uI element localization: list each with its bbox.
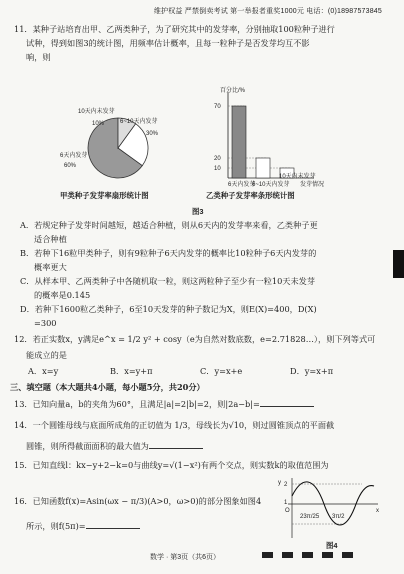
bar-caption: 乙类种子发芽率条形统计图 (206, 191, 295, 200)
footer-mark-1 (262, 552, 273, 558)
q11-line1: 11．某种子站培育出甲、乙两类种子，为了研究其中的发芽率，分别抽取100粒种子进行 (14, 24, 335, 34)
q11-optA-1: A．若规定种子发芽时间越短，越适合种植，则从6天内的发芽率来看，乙类种子更 (20, 220, 318, 230)
q13-text: 13．已知向量a，b的夹角为60°，且满足|a|=2|b|=2，则|2a−b|= (14, 399, 260, 409)
fig4-y-label: y (278, 480, 281, 486)
q11-optC-1: C．从样本甲、乙两类种子中各随机取一粒，则这两粒种子至少有一粒10天未发芽 (20, 276, 316, 286)
q12-line2: 能成立的是 (26, 350, 67, 360)
q11-optC-2: 的概率是0.145 (34, 290, 91, 300)
fig4-tick-2: 2 (284, 482, 288, 488)
q12-optA: A．x=y (28, 366, 59, 376)
footer-mark-5 (342, 552, 353, 558)
q16-text: 所示，则f(5π)= (26, 521, 86, 531)
section3-heading: 三、填空题（本大题共4小题，每小题5分，共20分） (10, 382, 205, 392)
pie-label-30-name: 6~10天内发芽 (120, 119, 158, 125)
bar-chart (210, 86, 320, 186)
bar-ytick-10: 10 (214, 166, 221, 172)
q11-optD-2: =300 (34, 318, 57, 328)
pie-label-60-name: 6天内发芽 (60, 153, 88, 159)
q15: 15．已知直线l：kx−y+2−k=0与曲线y=√(1−x²)有两个交点，则实数k的取值范围为 (14, 460, 329, 470)
pie-caption: 甲类种子发芽率扇形统计图 (60, 191, 149, 200)
q14-line2 (26, 440, 203, 451)
footer-mark-4 (322, 552, 333, 558)
q11-line2: 试种，得到如图3的统计图，用频率估计概率，且每一粒种子是否发芽均互不影 (26, 38, 310, 48)
q12-optC: C．y=x+e (200, 366, 243, 376)
pie-label-30-pct: 30% (146, 131, 159, 137)
footer-mark-3 (302, 552, 313, 558)
figure4-label: 图4 (326, 541, 338, 550)
q14-line1: 14．一个圆锥母线与底面所成角的正切值为 1/3，母线长为√10，则过圆锥顶点的平面截 (14, 420, 335, 430)
bar-6days (232, 106, 246, 178)
fig4-tick-23pi: 23π/25 (300, 514, 320, 520)
bar-cat-3: 10天内未发芽 (279, 174, 316, 180)
bar-cat-1: 6天内发芽 (228, 182, 256, 188)
q16-line2 (26, 520, 140, 531)
pie-label-60-pct: 60% (64, 163, 77, 169)
bar-ytick-20: 20 (214, 156, 221, 162)
q11-optB-1: B．若种下16粒甲类种子，则有9粒种子6天内发芽的概率比10粒种子6天内发芽的 (20, 248, 317, 258)
q12-optB: B．x=y+π (110, 366, 153, 376)
figure4-graph (282, 474, 382, 544)
bar-ylabel: 百分比/% (220, 88, 246, 94)
q13-blank (260, 398, 314, 407)
q16-blank (86, 520, 140, 529)
q11-optA-2: 适合种植 (34, 234, 67, 244)
q11-line3: 响，则 (26, 52, 51, 62)
page-footer: 数学 · 第3页（共6页） (150, 554, 221, 561)
q13 (14, 398, 314, 409)
bar-cat-2: 6~10天内发芽 (252, 182, 290, 188)
fig4-tick-1: 1 (284, 500, 288, 506)
bar-cat-4: 发芽情况 (300, 182, 325, 188)
q14-text: 圆锥，则所得截面面积的最大值为 (26, 441, 149, 451)
q11-optB-2: 概率更大 (34, 262, 67, 272)
pie-label-10-pct: 10% (92, 121, 105, 127)
figure3-label: 图3 (192, 207, 204, 216)
bar-ytick-70: 70 (214, 104, 221, 110)
bar-6-10days (256, 158, 270, 178)
fig4-tick-3pi: 3π/2 (332, 514, 345, 520)
q16-line1: 16．已知函数f(x)=Asin(ωx − π/3)(A>0，ω>0)的部分图象如图4 (14, 496, 262, 506)
page-header: 维护权益 严禁倒卖考试 第一举报者重奖1000元 电话：(0)18987573845 (153, 8, 382, 15)
pie-label-10-name: 10天内未发芽 (78, 109, 115, 115)
fig4-x-label: x (376, 508, 379, 514)
edge-tab-mark (393, 250, 404, 278)
footer-mark-2 (282, 552, 293, 558)
q12-line1: 12．若正实数x，y满足e^x = 1/2 y² + cosy（e为自然对数底数，e=2.71828…），则下列等式可 (14, 334, 376, 344)
q11-optD-1: D．若种下1600粒乙类种子，6至10天发芽的种子数记为X，则E(X)=400，D(X) (20, 304, 317, 314)
q12-optD: D．y=x+π (290, 366, 334, 376)
q14-blank (149, 440, 203, 449)
fig4-origin: O (285, 508, 290, 514)
